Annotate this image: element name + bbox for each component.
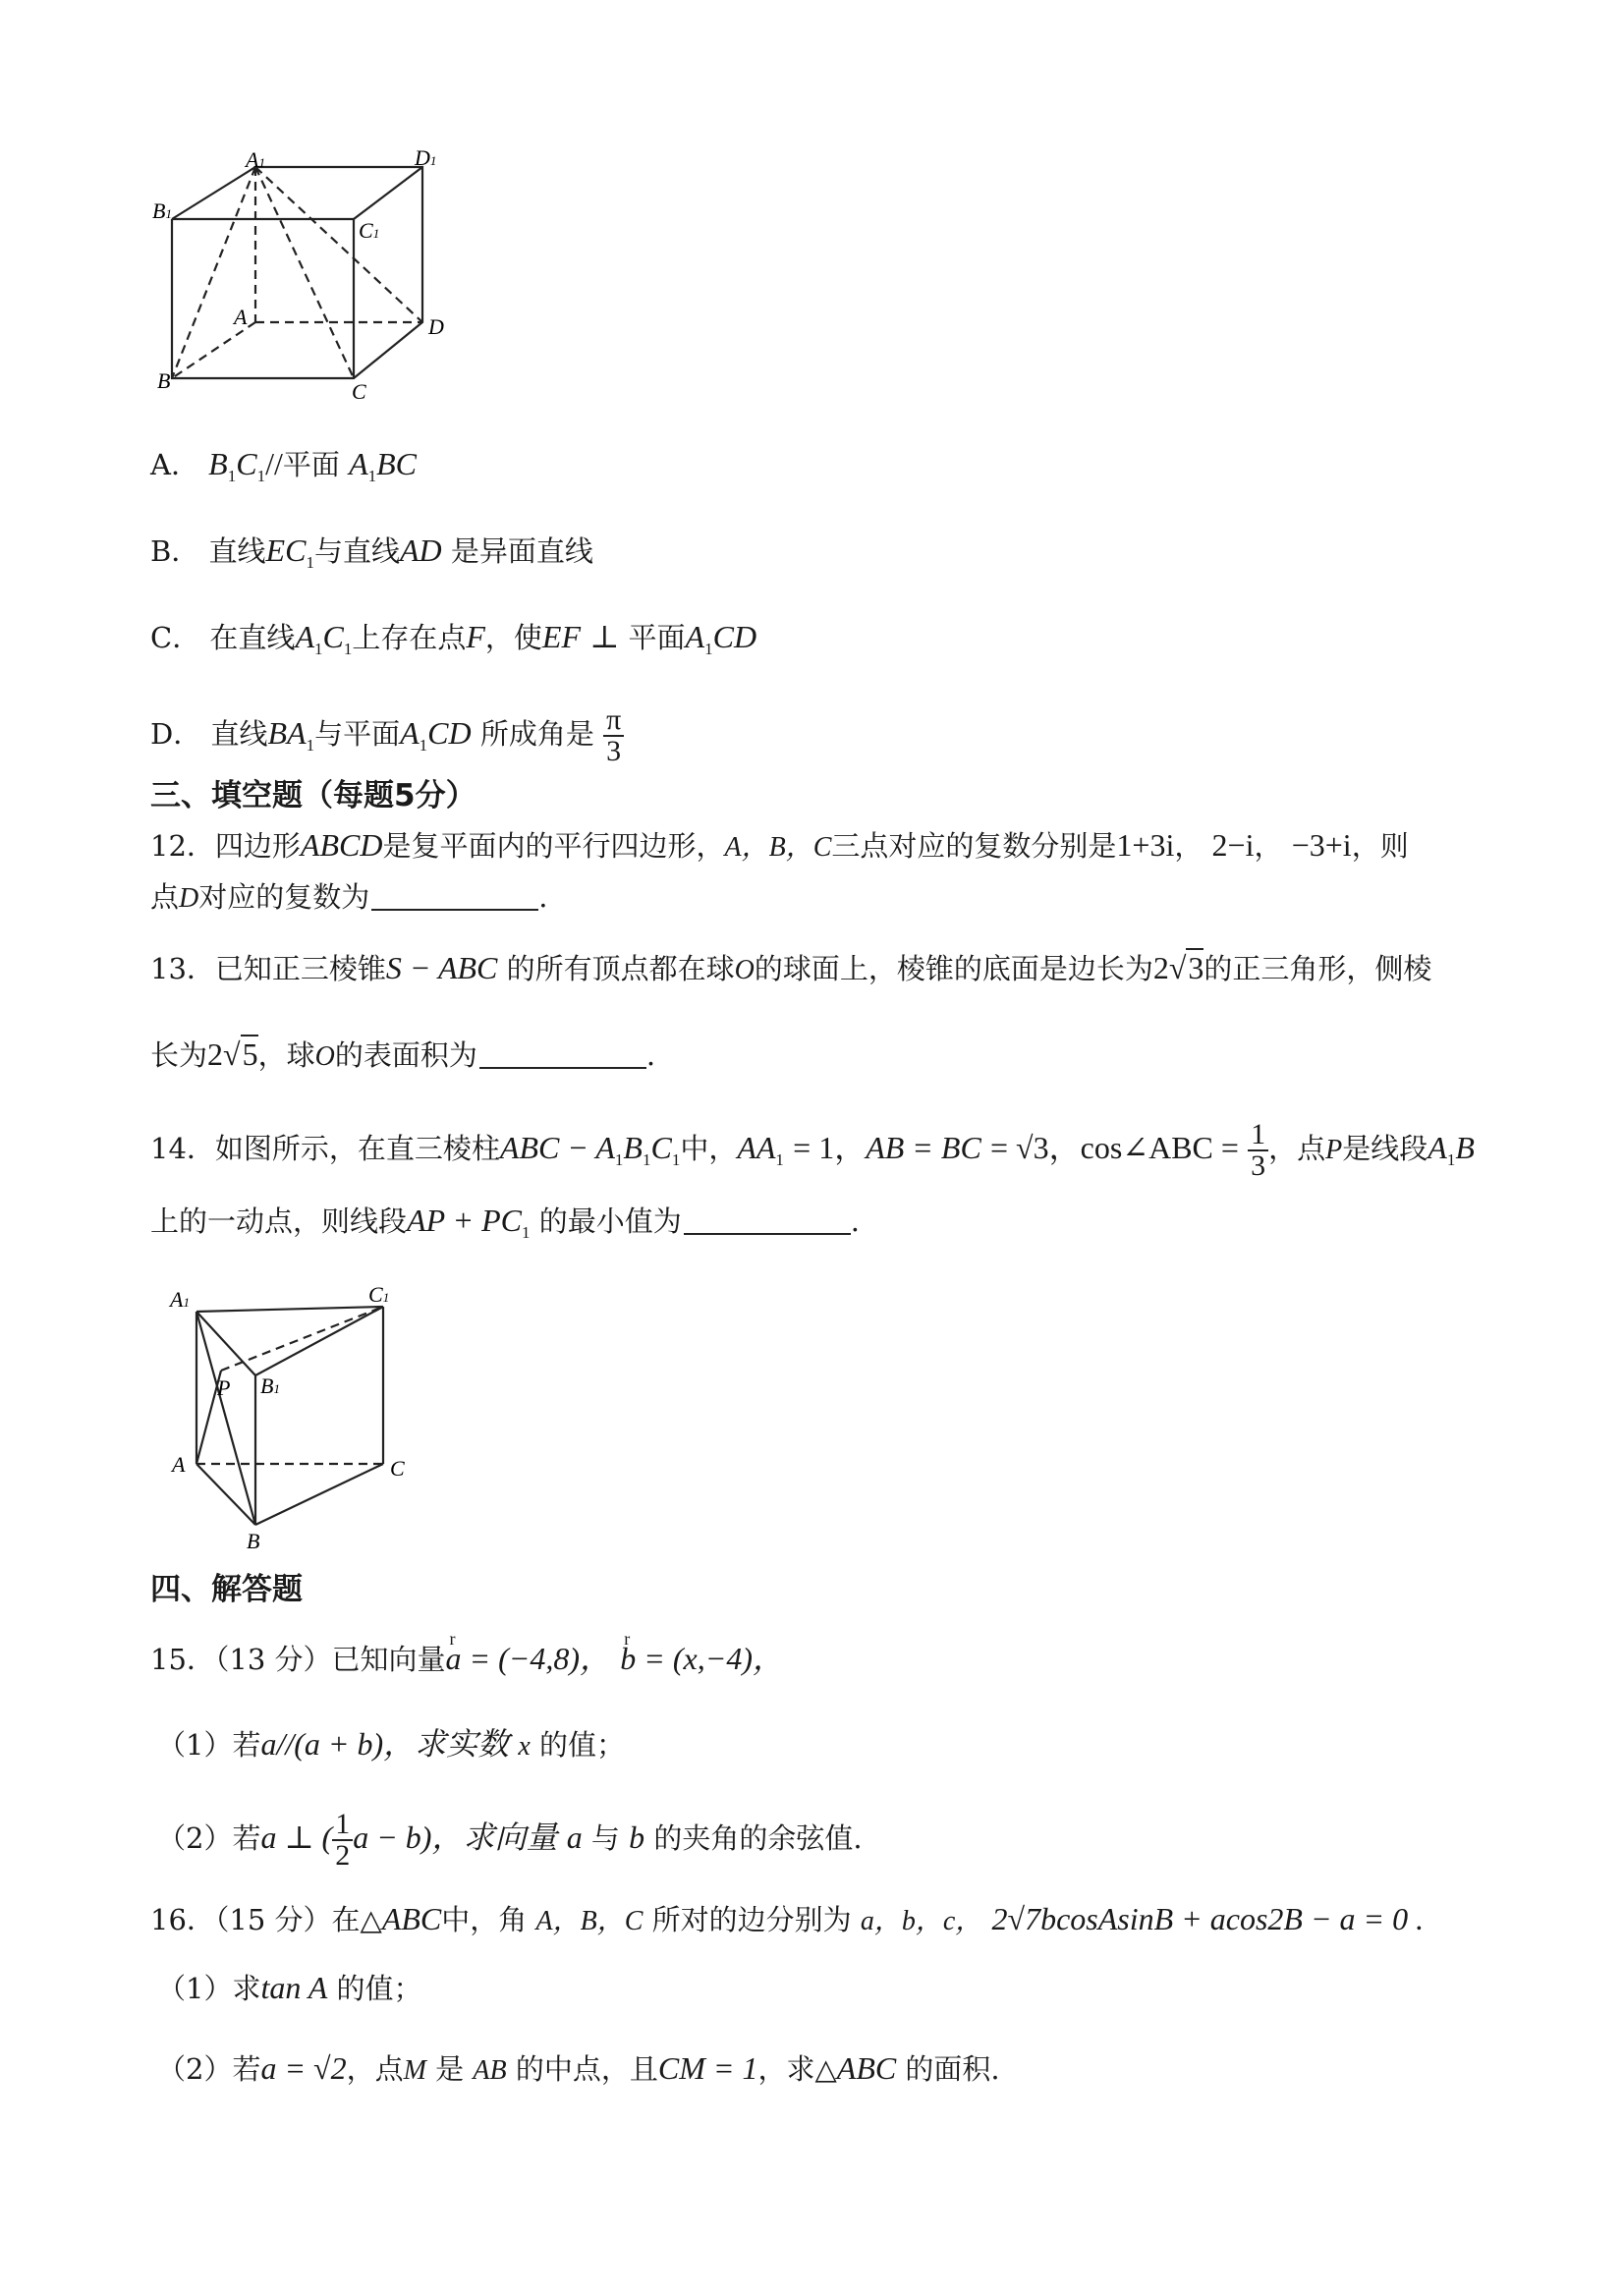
question-15: 15．（13 分）已知向量r a = (−4,8)， r b = (x,−4)， [150,1639,784,1679]
svg-text:C1: C1 [368,1282,390,1307]
question-16-part1: （1）求tan A 的值； [157,1970,422,2005]
question-14-line1: 14．如图所示，在直三棱柱ABC − $A_1B_1C_1$中，$AA_1 = 1$，AB = BC = √3，cos∠ABC = $\frac{1}{3}$ ，点P是线段$A_1B$ [150,1118,1475,1182]
question-13-line2: 长为2√5，球O的表面积为 . [150,1036,656,1072]
question-16-part2: （2）若a = √2，点M 是 AB 的中点，且CM = 1，求△ABC 的面积. [157,2050,1000,2086]
svg-text:A1: A1 [170,1287,190,1312]
svg-text:C: C [390,1456,405,1481]
section-3-title: 三、填空题（每题5分） [150,778,476,813]
svg-text:C1: C1 [359,218,380,243]
svg-text:B: B [157,368,171,393]
question-13-line1: 13．已知正三棱锥S − ABC 的所有顶点都在球O的球面上，棱锥的底面是边长为2√3的正三角形，侧棱 [150,950,1432,985]
cube-outline [172,167,422,378]
svg-text:A: A [172,1452,186,1477]
section-4-title: 四、解答题 [150,1572,303,1607]
svg-text:B: B [247,1529,260,1553]
option-a: A． $B_1C_1//$平面 $A_1BC$ [150,446,418,485]
svg-text:B1: B1 [152,198,172,223]
question-15-part2: （2）若a ⊥ ( $\frac{1}{2}$ a − b)，求向量 a 与 b 的夹角的余弦值. [157,1808,863,1872]
svg-text:P: P [217,1375,231,1400]
question-12-line1: 12．四边形ABCD是复平面内的平行四边形，A，B，C三点对应的复数分别是1+3i， 2−i， −3+i，则 [150,827,1409,863]
svg-text:C: C [352,379,366,404]
answer-blank-13[interactable] [479,1039,646,1069]
cube-figure [152,145,452,404]
prism-figure [162,1277,418,1552]
question-12-line2: 点D对应的复数为 . [150,880,548,914]
svg-text:D1: D1 [415,145,437,170]
svg-text:D: D [428,314,444,339]
option-d: D． 直线$BA_1$与平面$A_1CD$ 所成角是 $\frac{\pi}{3}$ [150,705,624,766]
svg-text:A1: A1 [246,147,265,172]
question-15-part1: （1）若a//(a + b)，求实数 x 的值； [157,1726,626,1762]
answer-blank-14[interactable] [684,1205,851,1235]
option-c: C． 在直线$A_1C_1$上存在点F，使EF ⊥ 平面$A_1CD$ [150,619,757,658]
question-14-line2: 上的一动点，则线段AP + $PC_1$ 的最小值为 . [150,1203,860,1242]
question-16: 16．（15 分）在△ABC中，角 A，B，C 所对的边分别为 a，b，c， 2√7bcosAsinB + acos2B − a = 0 . [150,1901,1425,1936]
svg-text:A: A [234,305,248,329]
option-b: B． 直线$EC_1$与直线AD 是异面直线 [150,532,593,572]
answer-blank-12[interactable] [371,881,538,911]
svg-text:B1: B1 [260,1373,280,1398]
